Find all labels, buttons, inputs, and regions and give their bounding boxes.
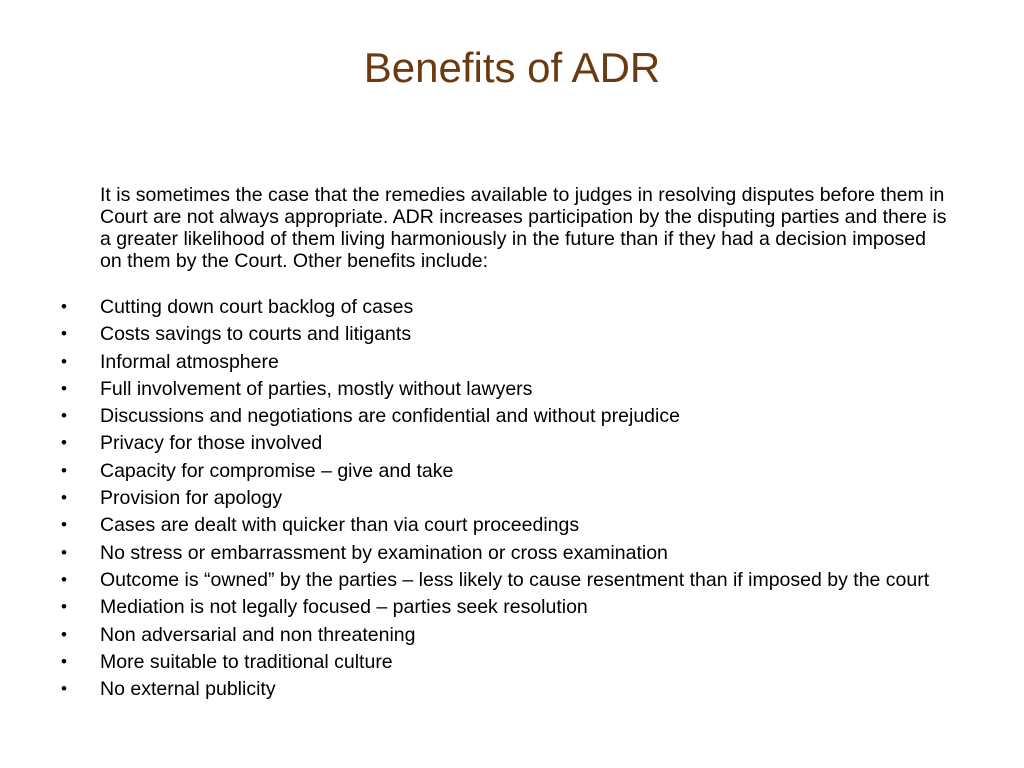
list-item-text: No external publicity [100,678,276,701]
list-item [0,296,950,318]
list-item [0,651,950,673]
list-item-text: Capacity for compromise – give and take [100,459,454,482]
list-item [0,432,950,454]
list-item [0,624,950,646]
list-item [0,351,950,373]
list-item-text: Costs savings to courts and litigants [100,323,412,346]
list-item-text: More suitable to traditional culture [100,650,393,673]
bullet-marker: • [61,406,67,426]
bullet-marker: • [61,597,67,617]
list-item-text: Outcome is “owned” by the parties – less likely to cause resentment than if imposed by the court [100,568,930,591]
list-item [0,460,950,482]
bullet-marker: • [61,624,67,644]
list-item-text: Non adversarial and non threatening [100,623,416,646]
list-item [0,323,950,345]
bullet-marker: • [61,351,67,371]
list-item [0,678,950,700]
list-item-text: No stress or embarrassment by examination or cross examination [100,541,668,564]
bullet-marker: • [61,542,67,562]
bullet-marker: • [61,651,67,671]
bullet-marker: • [61,297,67,316]
intro-paragraph: It is sometimes the case that the remedies available to judges in resolving disputes before them in Court are not always appropriate. ADR increases participation by the disputing parties and there is a greater likelihood of them living harmoniously in the future than if they had a decision imposed on them by the Court. Other benefits include: [100,184,947,272]
bullet-marker: • [61,679,67,699]
benefits-list [0,296,1024,705]
list-item [0,514,950,536]
list-item-text: Cases are dealt with quicker than via court proceedings [100,514,580,537]
list-item [0,542,950,564]
list-item-text: Mediation is not legally focused – parties seek resolution [100,596,588,619]
list-item-text: Provision for apology [100,487,283,510]
list-item [0,405,950,427]
list-item-text: Discussions and negotiations are confidential and without prejudice [100,405,680,428]
bullet-marker: • [61,324,67,344]
bullet-marker: • [61,378,67,398]
slide-title: Benefits of ADR [363,44,661,91]
list-item [0,378,950,400]
list-item [0,596,950,618]
list-item-text: Full involvement of parties, mostly without lawyers [100,377,533,400]
bullet-marker: • [61,515,67,535]
bullet-marker: • [61,569,67,589]
list-item-text: Privacy for those involved [100,432,323,455]
list-item [0,569,950,591]
list-item-text: Informal atmosphere [100,350,279,373]
bullet-marker: • [61,433,67,453]
bullet-marker: • [61,488,67,508]
list-item [0,487,950,509]
bullet-marker: • [61,460,67,480]
list-item-text: Cutting down court backlog of cases [100,296,414,318]
